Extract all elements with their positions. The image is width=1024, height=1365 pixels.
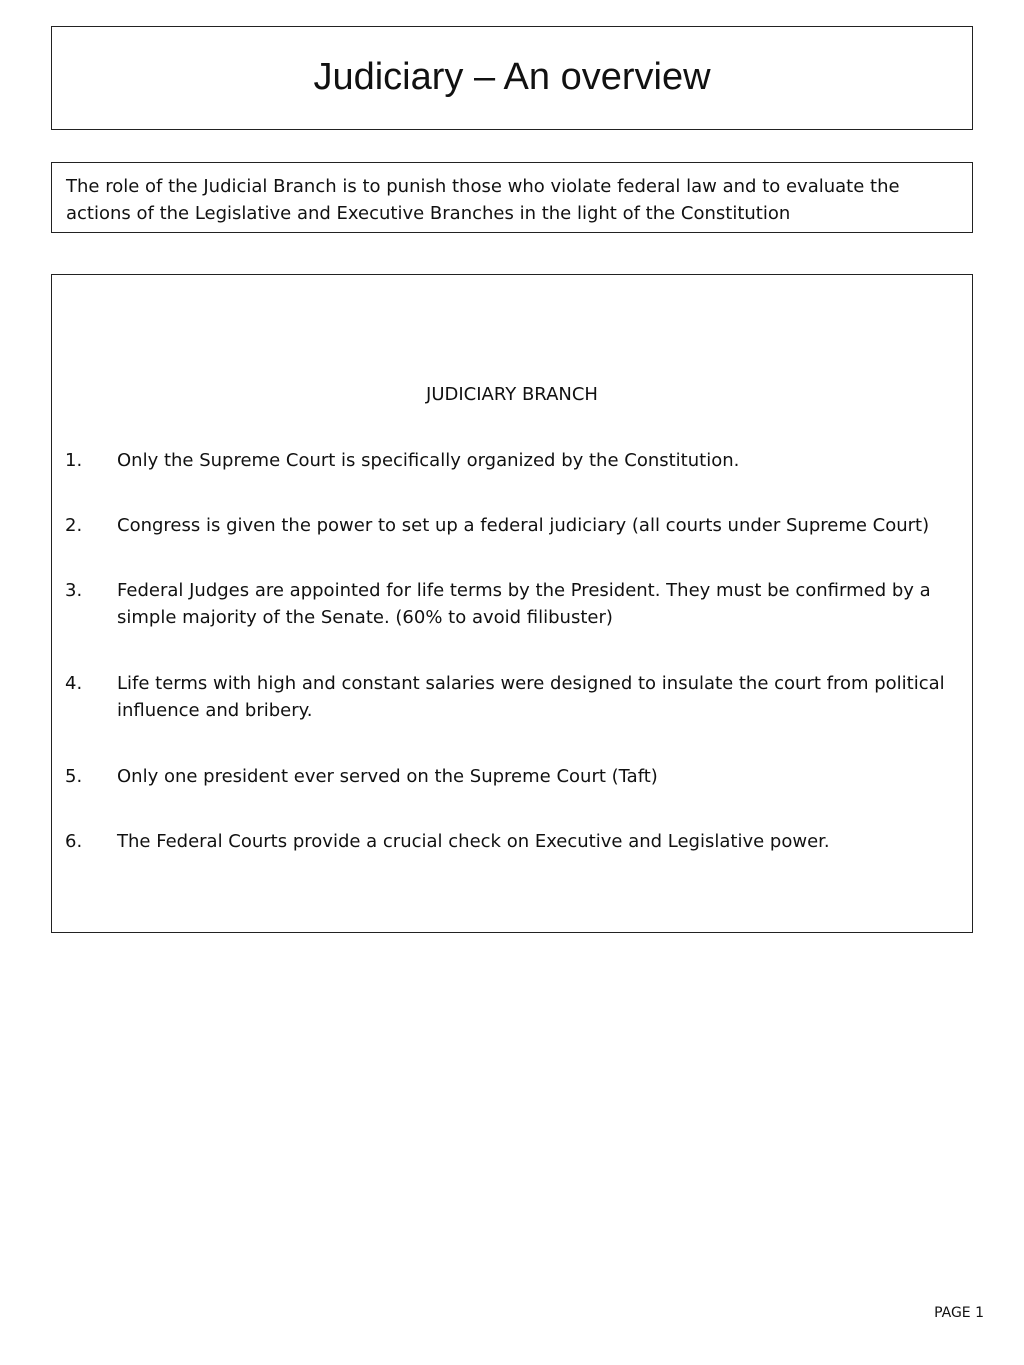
list-item <box>52 763 964 790</box>
list-item <box>52 447 964 474</box>
intro-box <box>51 162 973 233</box>
list-item-number: 5. <box>65 766 83 787</box>
title-box <box>51 26 973 130</box>
page-title: Judiciary – An overview <box>313 56 711 98</box>
list-item-text: Federal Judges are appointed for life terms by the President. They must be confirmed by a simple majority of the Senate. (60% to avoid filibuster) <box>117 580 931 628</box>
list-item <box>52 670 964 724</box>
judiciary-branch-box <box>51 274 973 933</box>
list-item-number: 4. <box>65 673 83 694</box>
branch-heading: JUDICIARY BRANCH <box>426 384 598 405</box>
list-item-text: Only one president ever served on the Supreme Court (Taft) <box>117 766 658 787</box>
list-item-number: 6. <box>65 831 83 852</box>
list-item-text: Only the Supreme Court is specifically organized by the Constitution. <box>117 450 740 471</box>
list-item-text: Life terms with high and constant salaries were designed to insulate the court from political influence and bribery. <box>117 673 945 721</box>
list-item-number: 2. <box>65 515 83 536</box>
list-item-text: Congress is given the power to set up a federal judiciary (all courts under Supreme Court) <box>117 515 930 536</box>
list-item <box>52 512 964 539</box>
list-item-number: 3. <box>65 580 83 601</box>
list-item-number: 1. <box>65 450 83 471</box>
list-item-text: The Federal Courts provide a crucial check on Executive and Legislative power. <box>117 831 830 852</box>
intro-text: The role of the Judicial Branch is to punish those who violate federal law and to evaluate the actions of the Legislative and Executive Branches in the light of the Constitution <box>66 176 900 224</box>
list-item <box>52 577 964 631</box>
list-item <box>52 828 964 855</box>
page-number: PAGE 1 <box>934 1305 984 1321</box>
